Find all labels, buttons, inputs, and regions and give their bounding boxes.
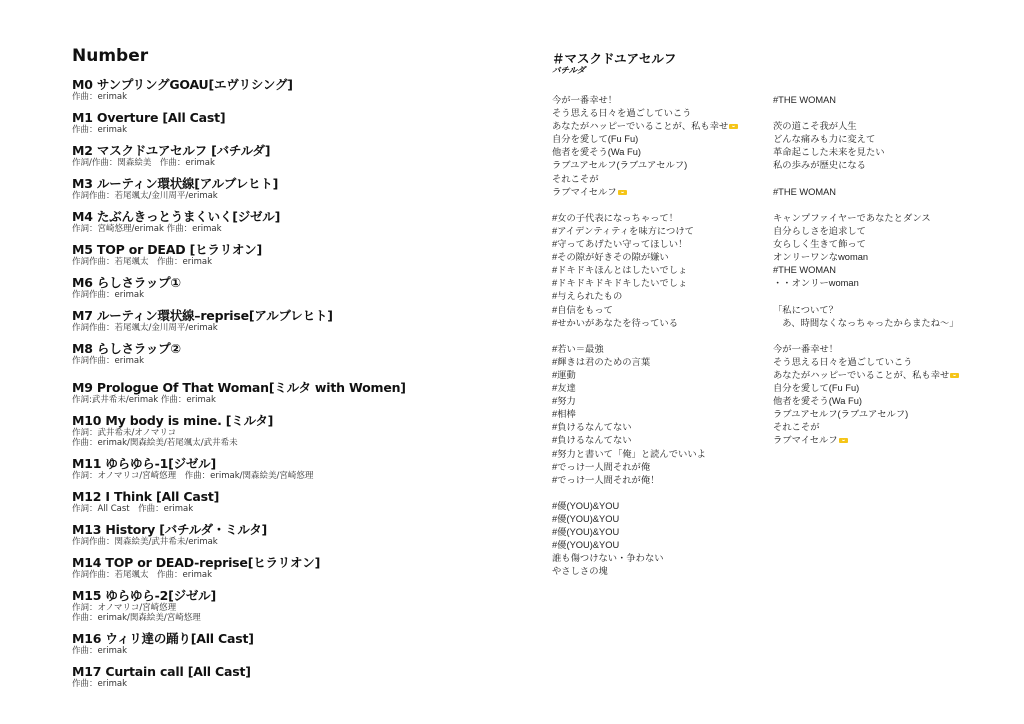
song-credit: 作曲：erimak/関森絵美/若尾颯太/武井希未 xyxy=(72,438,238,448)
numbers-list-panel xyxy=(72,46,492,698)
song-item xyxy=(72,665,492,689)
lyric-line: そう思える日々を過ごしていこう xyxy=(773,356,913,367)
lyric-line: #負けるなんてない xyxy=(552,435,632,446)
lyric-line: #アイデンティティを味方につけて xyxy=(552,225,694,236)
lyric-line: どんな痛みも力に変えて xyxy=(773,134,876,145)
lyric-line: #THE WOMAN xyxy=(773,95,837,105)
song-title: M0 サンプリングGOAU[エヴリシング] xyxy=(72,77,293,92)
song-title: M6 らしさラップ① xyxy=(72,275,181,290)
song-credit: 作詞作曲：関森絵美/武井希未/erimak xyxy=(72,537,218,547)
lyric-line: 他者を愛そう(Wa Fu) xyxy=(552,147,642,158)
lyric-line: #ドキドキほんとはしたいでしょ xyxy=(552,265,688,276)
song-credit: 作詞：All Cast 作曲：erimak xyxy=(72,504,194,514)
numbers-heading: Number xyxy=(72,46,149,66)
lyric-line: #自信をもって xyxy=(552,304,613,315)
song-item xyxy=(72,414,492,448)
lyric-line: #輝きは君のための言葉 xyxy=(552,356,651,367)
lyric-line: 今が一番幸せ！ xyxy=(773,343,839,354)
lyric-line: ・・オンリーwoman xyxy=(773,278,859,289)
song-item xyxy=(72,457,492,481)
smile-emoji-icon xyxy=(839,438,848,443)
song-title: M16 ウィリ達の踊り[All Cast] xyxy=(72,631,254,646)
lyric-line: 自分を愛して(Fu Fu) xyxy=(773,383,860,394)
lyric-line: #優(YOU)&YOU xyxy=(552,527,620,538)
lyric-line: ラブユアセルフ(ラブユアセルフ) xyxy=(773,409,909,420)
lyrics-song-title: ＃マスクドユアセルフ xyxy=(552,51,677,66)
song-title: M3 ルーティン環状線[アルブレヒト] xyxy=(72,176,279,191)
lyric-line: #でっけ一人間それが俺 xyxy=(552,461,651,472)
lyric-line xyxy=(773,290,993,303)
song-title: M13 History [バチルダ・ミルタ] xyxy=(72,522,268,537)
song-item xyxy=(72,632,492,656)
song-item xyxy=(72,144,492,168)
lyrics-singer: バチルダ xyxy=(552,66,586,76)
lyric-line: そう思える日々を過ごしていこう xyxy=(552,108,692,119)
song-credit: 作詞：オノマリコ/宮崎悠理 xyxy=(72,603,177,613)
song-title: M14 TOP or DEAD-reprise[ヒラリオン] xyxy=(72,555,321,570)
lyrics-column-1 xyxy=(552,94,772,578)
song-item xyxy=(72,342,492,366)
song-title: M1 Overture [All Cast] xyxy=(72,110,226,125)
lyric-line: 私の歩みが歴史になる xyxy=(773,160,866,171)
song-title: M15 ゆらゆら-2[ジゼル] xyxy=(72,588,216,603)
lyric-line: オンリーワンなwoman xyxy=(773,252,869,263)
song-item xyxy=(72,309,492,333)
lyric-line: キャンプファイヤーであなたとダンス xyxy=(773,212,931,223)
lyric-line: #その隙が好きその隙が嫌い xyxy=(552,252,669,263)
song-credit: 作曲：erimak/関森絵美/宮崎悠理 xyxy=(72,613,201,623)
lyric-line xyxy=(773,199,993,212)
lyric-line: ラブユアセルフ(ラブユアセルフ) xyxy=(552,160,688,171)
song-title: M9 Prologue Of That Woman[ミルタ with Women] xyxy=(72,380,406,395)
lyric-line: #努力と書いて「俺」と読んでいいよ xyxy=(552,448,706,459)
lyric-line: #優(YOU)&YOU xyxy=(552,500,620,511)
song-item xyxy=(72,276,492,300)
lyric-line: 今が一番幸せ！ xyxy=(552,95,618,105)
lyric-line: #優(YOU)&YOU xyxy=(552,540,620,551)
lyric-line: 革命起こした未来を見たい xyxy=(773,147,885,158)
lyric-line: #THE WOMAN xyxy=(773,186,837,197)
song-credit: 作曲：erimak xyxy=(72,679,127,689)
lyric-line: #女の子代表になっちゃって！ xyxy=(552,212,679,223)
lyric-line xyxy=(773,434,993,447)
lyric-line: やさしさの塊 xyxy=(552,566,608,577)
song-credit: 作曲：erimak xyxy=(72,125,127,135)
lyric-line xyxy=(552,487,772,500)
lyric-line xyxy=(552,120,772,133)
song-title: M17 Curtain call [All Cast] xyxy=(72,664,251,679)
lyric-line: 茨の道こそ我が人生 xyxy=(773,121,857,132)
lyric-line: それこそが xyxy=(773,422,820,433)
lyric-line xyxy=(773,330,993,343)
lyric-line xyxy=(552,186,772,199)
song-item xyxy=(72,523,492,547)
song-title: M5 TOP or DEAD [ヒラリオン] xyxy=(72,242,262,257)
song-item xyxy=(72,78,492,102)
lyric-line xyxy=(552,330,772,343)
song-credit: 作詞作曲：erimak xyxy=(72,356,144,366)
song-item xyxy=(72,111,492,135)
lyric-line: あ、時間なくなっちゃったからまたね～」 xyxy=(773,317,959,328)
song-item xyxy=(72,490,492,514)
song-credit: 作詞:武井希未/erimak 作曲：erimak xyxy=(72,395,216,405)
song-credit: 作詞作曲：若尾颯太 作曲：erimak xyxy=(72,257,212,267)
lyric-line: #優(YOU)&YOU xyxy=(552,514,620,524)
song-credit: 作曲：erimak xyxy=(72,646,127,656)
lyric-line: 自分を愛して(Fu Fu) xyxy=(552,134,639,145)
lyrics-panel xyxy=(552,51,992,577)
song-credit: 作詞作曲：若尾颯太/金川周平/erimak xyxy=(72,323,218,333)
song-title: M7 ルーティン環状線–reprise[アルブレヒト] xyxy=(72,308,333,323)
song-item xyxy=(72,177,492,201)
song-list xyxy=(72,78,492,689)
song-title: M11 ゆらゆら-1[ジゼル] xyxy=(72,456,216,471)
song-title: M4 たぶんきっとうまくいく[ジゼル] xyxy=(72,209,281,224)
lyric-line: #与えられたもの xyxy=(552,291,623,302)
lyric-line xyxy=(773,107,993,120)
song-title: M8 らしさラップ② xyxy=(72,341,181,356)
lyric-text: ラブマイセルフ xyxy=(552,186,617,197)
song-item xyxy=(72,243,492,267)
lyric-line: #若い＝最強 xyxy=(552,343,604,354)
lyric-line: #負けるなんてない xyxy=(552,422,632,433)
song-item xyxy=(72,589,492,623)
lyric-line: #運動 xyxy=(552,369,576,380)
song-credit: 作曲：erimak xyxy=(72,92,127,102)
lyric-line: 自分らしさを追求して xyxy=(773,225,866,236)
lyric-line: #守ってあげたい守ってほしい！ xyxy=(552,239,688,250)
lyric-line: 女らしく生きて飾って xyxy=(773,239,866,250)
song-title: M2 マスクドユアセルフ [バチルダ] xyxy=(72,143,271,158)
song-item xyxy=(72,210,492,234)
song-credit: 作詞作曲：若尾颯太/金川周平/erimak xyxy=(72,191,218,201)
lyric-line xyxy=(773,173,993,186)
song-title: M12 I Think [All Cast] xyxy=(72,489,220,504)
song-credit: 作詞：オノマリコ/宮崎悠理 作曲：erimak/関森絵美/宮崎悠理 xyxy=(72,471,314,481)
lyric-text: あなたがハッピーでいることが、私も幸せ xyxy=(552,121,729,132)
lyric-line: 「私について？ xyxy=(773,304,838,315)
lyrics-column-2 xyxy=(773,94,993,448)
lyric-text: ラブマイセルフ xyxy=(773,435,838,446)
lyric-line: #相棒 xyxy=(552,409,576,420)
smile-emoji-icon xyxy=(618,190,627,195)
lyric-line: #努力 xyxy=(552,396,576,407)
lyric-line xyxy=(773,369,993,382)
lyric-line: #でっけ一人間それが俺！ xyxy=(552,474,660,485)
song-title: M10 My body is mine. [ミルタ] xyxy=(72,413,274,428)
smile-emoji-icon xyxy=(950,373,959,378)
song-item xyxy=(72,381,492,405)
song-credit: 作詞：宮崎悠理/erimak 作曲：erimak xyxy=(72,224,222,234)
song-credit: 作詞：武井希未/オノマリコ xyxy=(72,428,177,438)
lyric-line: #せかいがあなたを待っている xyxy=(552,317,679,328)
lyric-line: #友達 xyxy=(552,383,576,394)
lyric-text: あなたがハッピーでいることが、私も幸せ xyxy=(773,369,950,380)
song-item xyxy=(72,556,492,580)
song-credit: 作詞作曲：erimak xyxy=(72,290,144,300)
smile-emoji-icon xyxy=(729,124,738,129)
lyric-line: #ドキドキドキドキしたいでしょ xyxy=(552,278,688,289)
song-credit: 作詞/作曲：関森絵美 作曲：erimak xyxy=(72,158,215,168)
lyric-line: 誰も傷つけない・争わない xyxy=(552,553,664,564)
lyric-line xyxy=(552,199,772,212)
lyric-line: #THE WOMAN xyxy=(773,265,837,276)
song-credit: 作詞作曲：若尾颯太 作曲：erimak xyxy=(72,570,212,580)
lyric-line: 他者を愛そう(Wa Fu) xyxy=(773,396,863,407)
lyric-line: それこそが xyxy=(552,173,599,184)
